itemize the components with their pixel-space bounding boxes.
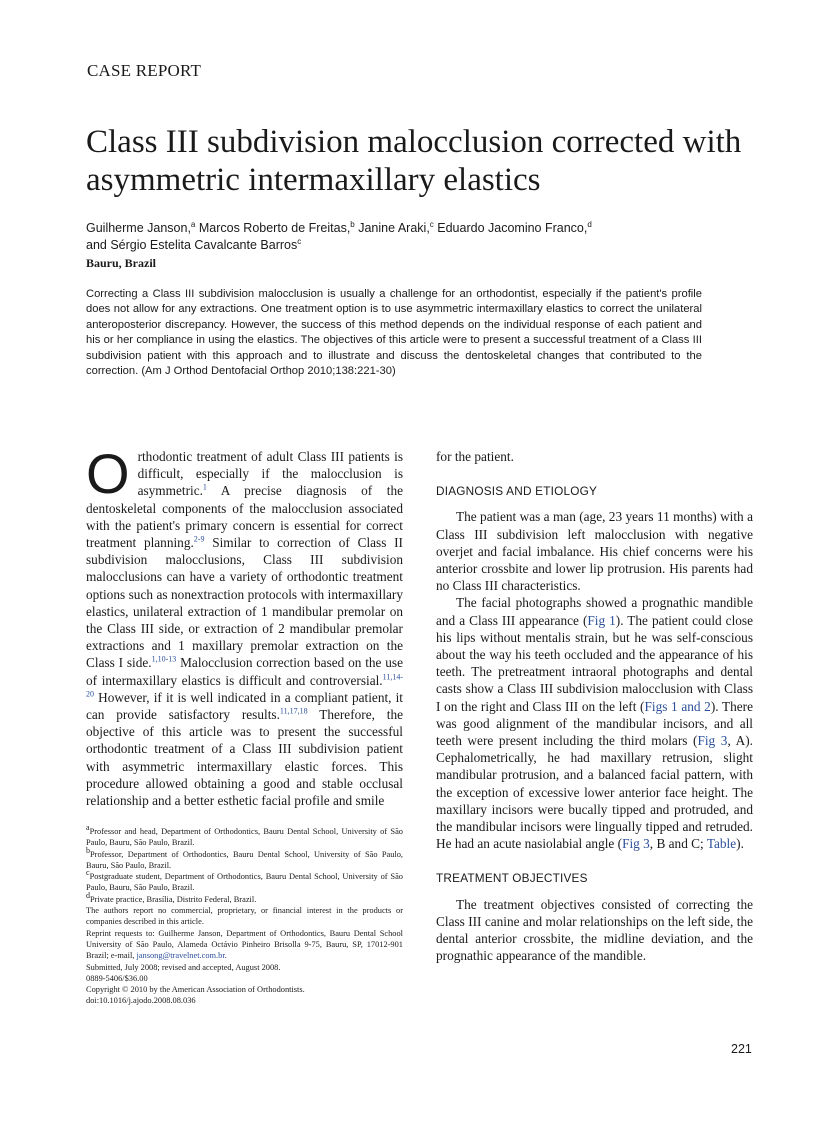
footnote-marker: d [86,890,90,900]
author-name: Janine Araki, [354,221,430,235]
author-location: Bauru, Brazil [86,256,157,270]
doi: doi:10.1016/j.ajodo.2008.08.036 [86,996,196,1006]
text: , B and C; [649,836,707,852]
text: The facial photographs showed a prognathic mandible and a Class III appearance ( [436,595,753,628]
reprint-requests [86,928,403,962]
author-list [86,220,726,254]
objectives-paragraph: The treatment objectives consisted of correcting the Class III canine and molar relationships on the left side, the dental anterior crossbite, the midline deviation, and the prognathic appearance of the mandible. [436,896,753,964]
affiliation-marker: c [429,219,434,229]
diagnosis-paragraph: The patient was a man (age, 23 years 11 months) with a Class III subdivision left malocclusion with negative overjet and facial imbalance. His chief concerns were his anterior crossbite and lower lip protrusion. His parents had no Class III characteristics. [436,509,753,594]
section-label: CASE REPORT [87,61,202,80]
section-heading-diagnosis: DIAGNOSIS AND ETIOLOGY [436,484,598,499]
text: ). The patient could close his lips without mentalis strain, but he was self-conscious about the way his teeth occluded and the appearance of his teeth. The pretreatment intraoral photographs and dental casts show a Class III subdivision malocclusion with Class I on the right and Class III on the left ( [436,612,753,714]
text: ). [736,836,744,852]
footnote [86,890,403,905]
intro-continuation: for the patient. [436,449,514,464]
citation-link[interactable]: 11,17,18 [279,706,308,716]
footnote [86,868,403,894]
text: rthodontic treatment of adult Class III patients is difficult, especially if the malocclusion is asymmetric. [137,449,403,499]
text: However, if it is well indicated in a compliant patient, it can provide satisfactory results. [86,689,403,723]
figure-link[interactable]: Fig 1 [587,612,616,628]
affiliation-marker: c [297,236,302,246]
diagnosis-paragraph [436,594,753,852]
affiliation-marker: d [587,219,592,229]
author-name: Guilherme Janson, [86,221,191,235]
footnote-marker: c [86,868,90,878]
abstract: Correcting a Class III subdivision malocclusion is usually a challenge for an orthodontist, especially if the patient's profile does not allow for any extractions. One treatment option is to use asymmetric intermaxillary elastics to correct the unilateral anteroposterior discrepancy. However, the success of this method depends on the individual response of each patient and his or her compliance in using the elastics. The objectives of this article were to present a successful treatment of a Class III subdivision patient with this approach and to illustrate and discuss the dentoskeletal changes that contributed to the correction. (Am J Orthod Dentofacial Orthop 2010;138:221-30) [86,288,702,378]
footnotes [86,823,403,1007]
affiliation-marker: b [350,219,355,229]
intro-paragraph [86,442,404,809]
citation-link[interactable]: 1,10-13 [151,655,177,665]
author-name: and Sérgio Estelita Cavalcante Barros [86,238,298,252]
submission-dates: Submitted, July 2008; revised and accepted, August 2008. [86,962,281,972]
text: . [224,951,227,961]
citation-link[interactable]: 1 [202,482,207,492]
text: Reprint requests to: Guilherme Janson, Department of Orthodontics, Bauru Dental School University of São Paulo, Alameda Octávio Pinheiro Brisolla 9-75, Bauru, SP, 17012-901 Brazil; e-mail, [86,928,403,961]
footnote [86,845,403,872]
text: Therefore, the objective of this article was to present the successful orthodontic treatment of a Class III subdivision patient with asymmetric intermaxillary elastic forces. This procedure allowed obtaining a good and stable occlusal relationship and a better esthetic facial profile and smile [86,707,404,809]
text: , A). Cephalometrically, he had maxillary retrusion, slight mandibular protrusion, and a balanced facial pattern, with the exception of excessive lower anterior face height. The maxillary incisors were bucally tipped and protruded, and the mandibular incisors were lingually tipped and retruded. He had an acute nasiolabial angle ( [436,733,753,852]
citation-link[interactable]: 11,14-20 [86,672,403,699]
copyright: Copyright © 2010 by the American Association of Orthodontists. [86,985,305,995]
text: Private practice, Brasília, Distrito Federal, Brazil. [90,894,257,904]
figure-link[interactable]: Figs 1 and 2 [644,698,711,714]
article-title: Class III subdivision malocclusion corrected with asymmetric intermaxillary elastics [86,124,742,198]
text: Professor, Department of Orthodontics, Bauru Dental School, University of São Paulo, Bauru, São Paulo, Brazil. [86,849,403,870]
interest-statement: The authors report no commercial, proprietary, or financial interest in the products or companies described in this article. [86,906,403,927]
footnote-marker: b [86,845,90,855]
text: Malocclusion correction based on the use of intermaxillary elastics is difficult and controversial. [86,655,403,688]
figure-link[interactable]: Fig 3 [697,733,728,749]
affiliation-marker: a [190,219,196,229]
right-column [436,448,753,964]
text: Similar to correction of Class II subdivision malocclusions, Class III subdivision malocclusions can have a variety of orthodontic treatment options such as nonextraction protocols with intermaxillary elastics, unilateral extraction of 1 mandibular premolar on the Class III side, or extraction of 2 mandibular premolar extractions and 1 maxillary premolar extraction on the Class I side. [86,535,403,671]
section-heading-objectives: TREATMENT OBJECTIVES [436,871,588,886]
drop-cap: O [86,442,130,505]
page-number: 221 [731,1042,752,1056]
left-column [86,442,404,809]
author-name: Marcos Roberto de Freitas, [195,221,351,235]
citation-link[interactable]: 2-9 [193,534,205,544]
issn: 0889-5406/$36.00 [86,973,148,983]
footnote [86,823,403,849]
table-link[interactable]: Table [706,836,737,852]
text: Postgraduate student, Department of Orthodontics, Bauru Dental School, University of São Paulo, Bauru, São Paulo, Brazil. [86,872,403,893]
figure-link[interactable]: Fig 3 [622,836,650,852]
text: Professor and head, Department of Orthodontics, Bauru Dental School, University of São Paulo, Bauru, São Paulo, Brazil. [86,827,403,848]
text: A precise diagnosis of the dentoskeletal components of the malocclusion associated with the patient's primary concern is essential for correct treatment planning. [86,483,403,551]
text: ). There was good alignment of the mandibular incisors, and all teeth were present including the third molars ( [436,698,754,749]
footnote-marker: a [86,823,90,833]
author-name: Eduardo Jacomino Franco, [433,221,588,235]
email-link[interactable]: jansong@travelnet.com.br [136,951,225,961]
